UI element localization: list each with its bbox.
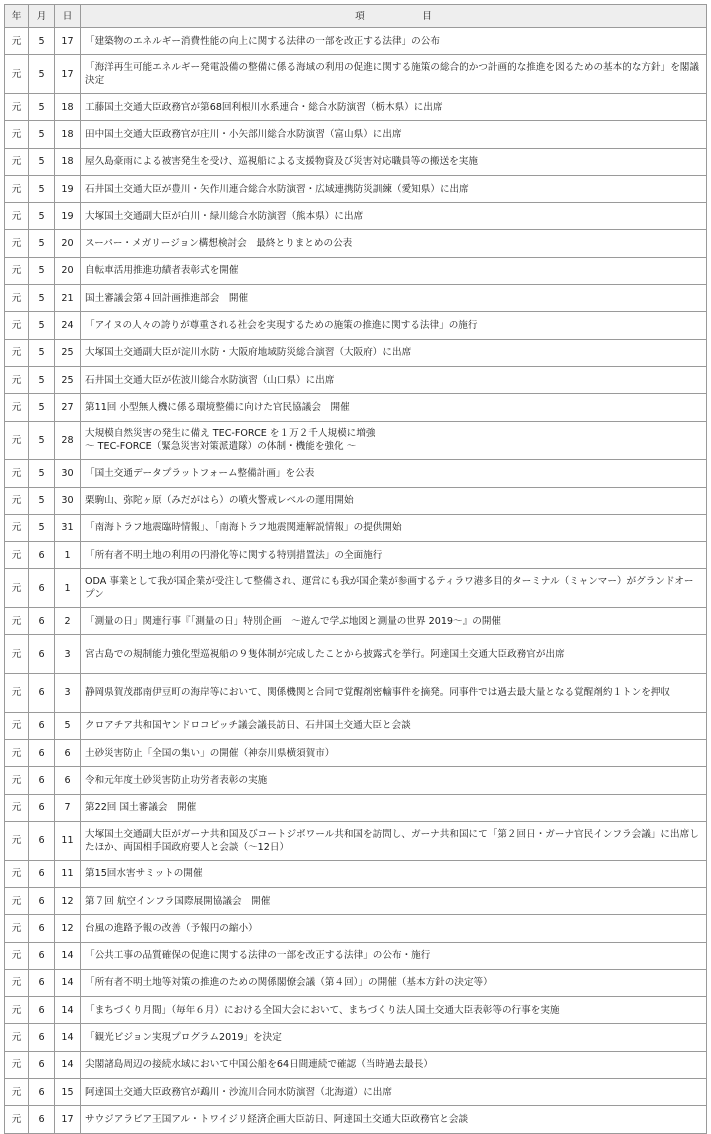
table-row xyxy=(5,203,707,230)
table-row xyxy=(5,915,707,942)
table-row xyxy=(5,487,707,514)
row-day: 31 xyxy=(55,514,81,541)
table-row xyxy=(5,1024,707,1051)
table-row xyxy=(5,1106,707,1133)
row-year: 元 xyxy=(5,121,29,148)
row-item-text: 栗駒山、弥陀ヶ原（みだがはら）の噴火警戒レベルの運用開始 xyxy=(81,487,707,514)
row-day: 14 xyxy=(55,1051,81,1078)
row-year: 元 xyxy=(5,794,29,821)
row-year: 元 xyxy=(5,821,29,860)
table-row xyxy=(5,312,707,339)
row-month: 6 xyxy=(29,1106,55,1133)
table-row xyxy=(5,794,707,821)
chronology-table xyxy=(4,4,707,1134)
row-item-text: 静岡県賀茂郡南伊豆町の海岸等において、関係機関と合同で覚醒剤密輸事件を摘発。同事件では過去最大量となる覚醒剤約１トンを押収 xyxy=(81,674,707,713)
row-month: 6 xyxy=(29,887,55,914)
row-day: 12 xyxy=(55,915,81,942)
row-day: 25 xyxy=(55,339,81,366)
row-item-text: 国土審議会第４回計画推進部会 開催 xyxy=(81,285,707,312)
row-item-text: 第11回 小型無人機に係る環境整備に向けた官民協議会 開催 xyxy=(81,394,707,421)
row-item-text: サウジアラビア王国アル・トワイジリ経済企画大臣訪日、阿達国土交通大臣政務官と会談 xyxy=(81,1106,707,1133)
table-row xyxy=(5,366,707,393)
row-month: 6 xyxy=(29,635,55,674)
table-row xyxy=(5,121,707,148)
row-day: 19 xyxy=(55,175,81,202)
header-year: 年 xyxy=(5,5,29,28)
row-day: 1 xyxy=(55,542,81,569)
row-day: 30 xyxy=(55,487,81,514)
table-row xyxy=(5,285,707,312)
row-year: 元 xyxy=(5,421,29,460)
row-month: 6 xyxy=(29,674,55,713)
row-year: 元 xyxy=(5,148,29,175)
row-item-text: 令和元年度土砂災害防止功労者表彰の実施 xyxy=(81,767,707,794)
table-body xyxy=(5,28,707,1134)
row-item-text: 「建築物のエネルギー消費性能の向上に関する法律の一部を改正する法律」の公布 xyxy=(81,28,707,55)
row-year: 元 xyxy=(5,767,29,794)
row-month: 6 xyxy=(29,942,55,969)
table-row xyxy=(5,257,707,284)
row-day: 2 xyxy=(55,608,81,635)
row-item-text: 「海洋再生可能エネルギー発電設備の整備に係る海域の利用の促進に関する施策の総合的かつ計画的な推進を図るための基本的な方針」を閣議決定 xyxy=(81,55,707,94)
row-item-text: 「所有者不明土地等対策の推進のための関係閣僚会議（第４回）」の開催（基本方針の決定等） xyxy=(81,969,707,996)
chronology-table-container xyxy=(4,4,707,1134)
row-day: 3 xyxy=(55,674,81,713)
row-item-text: スーパー・メガリージョン構想検討会 最終とりまとめの公表 xyxy=(81,230,707,257)
row-day: 5 xyxy=(55,712,81,739)
row-item-text: 「測量の日」関連行事『「測量の日」特別企画 ～遊んで学ぶ地図と測量の世界 2019～』の開催 xyxy=(81,608,707,635)
row-day: 6 xyxy=(55,740,81,767)
row-year: 元 xyxy=(5,93,29,120)
table-row xyxy=(5,674,707,713)
row-year: 元 xyxy=(5,366,29,393)
row-year: 元 xyxy=(5,608,29,635)
row-year: 元 xyxy=(5,1106,29,1133)
row-day: 15 xyxy=(55,1079,81,1106)
row-item-text: 尖閣諸島周辺の接続水域において中国公船を64日間連続で確認（当時過去最長） xyxy=(81,1051,707,1078)
table-row xyxy=(5,514,707,541)
row-month: 5 xyxy=(29,366,55,393)
row-year: 元 xyxy=(5,635,29,674)
table-row xyxy=(5,148,707,175)
row-item-text: 「アイヌの人々の誇りが尊重される社会を実現するための施策の推進に関する法律」の施行 xyxy=(81,312,707,339)
row-item-text: 宮古島での規制能力強化型巡視船の９隻体制が完成したことから披露式を挙行。阿達国土交通大臣政務官が出席 xyxy=(81,635,707,674)
row-day: 21 xyxy=(55,285,81,312)
row-year: 元 xyxy=(5,230,29,257)
row-month: 5 xyxy=(29,230,55,257)
row-month: 5 xyxy=(29,93,55,120)
table-row xyxy=(5,55,707,94)
row-item-text: 第15回水害サミットの開催 xyxy=(81,860,707,887)
row-day: 19 xyxy=(55,203,81,230)
row-day: 3 xyxy=(55,635,81,674)
table-row xyxy=(5,339,707,366)
row-month: 5 xyxy=(29,285,55,312)
row-item-text: 第22回 国土審議会 開催 xyxy=(81,794,707,821)
table-row xyxy=(5,887,707,914)
row-item-text: 田中国土交通大臣政務官が庄川・小矢部川総合水防演習（富山県）に出席 xyxy=(81,121,707,148)
row-item-text: 「観光ビジョン実現プログラム2019」を決定 xyxy=(81,1024,707,1051)
table-row xyxy=(5,942,707,969)
row-year: 元 xyxy=(5,997,29,1024)
row-item-text: ODA 事業として我が国企業が受注して整備され、運営にも我が国企業が参画するティラワ港多目的ターミナル（ミャンマー）がグランドオープン xyxy=(81,569,707,608)
table-header-row xyxy=(5,5,707,28)
row-item-text: 屋久島豪雨による被害発生を受け、巡視船による支援物資及び災害対応職員等の搬送を実施 xyxy=(81,148,707,175)
row-month: 6 xyxy=(29,767,55,794)
row-year: 元 xyxy=(5,887,29,914)
row-month: 5 xyxy=(29,339,55,366)
table-row xyxy=(5,569,707,608)
row-item-text: 石井国土交通大臣が豊川・矢作川連合総合水防演習・広域連携防災訓練（愛知県）に出席 xyxy=(81,175,707,202)
row-month: 5 xyxy=(29,55,55,94)
row-year: 元 xyxy=(5,339,29,366)
row-month: 5 xyxy=(29,394,55,421)
row-month: 6 xyxy=(29,915,55,942)
row-item-text: 大塚国土交通副大臣が淀川水防・大阪府地域防災総合演習（大阪府）に出席 xyxy=(81,339,707,366)
row-day: 12 xyxy=(55,887,81,914)
row-day: 20 xyxy=(55,257,81,284)
row-year: 元 xyxy=(5,542,29,569)
row-year: 元 xyxy=(5,28,29,55)
row-month: 5 xyxy=(29,257,55,284)
header-day: 日 xyxy=(55,5,81,28)
table-row xyxy=(5,230,707,257)
row-day: 14 xyxy=(55,997,81,1024)
table-row xyxy=(5,635,707,674)
row-year: 元 xyxy=(5,285,29,312)
table-row xyxy=(5,93,707,120)
row-month: 5 xyxy=(29,175,55,202)
row-day: 27 xyxy=(55,394,81,421)
row-year: 元 xyxy=(5,740,29,767)
table-row xyxy=(5,997,707,1024)
row-day: 11 xyxy=(55,860,81,887)
table-row xyxy=(5,740,707,767)
table-row xyxy=(5,860,707,887)
row-item-text: 大塚国土交通副大臣がガーナ共和国及びコートジボワール共和国を訪問し、ガーナ共和国にて「第２回日・ガーナ官民インフラ会議」に出席したほか、両国相手国政府要人と会談（～12日） xyxy=(81,821,707,860)
row-day: 20 xyxy=(55,230,81,257)
row-month: 6 xyxy=(29,740,55,767)
row-month: 6 xyxy=(29,860,55,887)
row-day: 17 xyxy=(55,55,81,94)
row-day: 17 xyxy=(55,28,81,55)
row-month: 6 xyxy=(29,1024,55,1051)
row-month: 6 xyxy=(29,1079,55,1106)
row-month: 6 xyxy=(29,1051,55,1078)
row-item-text: 台風の進路予報の改善（予報円の縮小） xyxy=(81,915,707,942)
table-row xyxy=(5,1051,707,1078)
row-day: 24 xyxy=(55,312,81,339)
table-row xyxy=(5,712,707,739)
row-day: 25 xyxy=(55,366,81,393)
row-year: 元 xyxy=(5,460,29,487)
row-year: 元 xyxy=(5,915,29,942)
row-year: 元 xyxy=(5,203,29,230)
row-month: 5 xyxy=(29,487,55,514)
row-month: 5 xyxy=(29,312,55,339)
row-day: 11 xyxy=(55,821,81,860)
row-month: 5 xyxy=(29,121,55,148)
row-item-text: 工藤国土交通大臣政務官が第68回利根川水系連合・総合水防演習（栃木県）に出席 xyxy=(81,93,707,120)
row-year: 元 xyxy=(5,394,29,421)
table-row xyxy=(5,1079,707,1106)
row-month: 5 xyxy=(29,203,55,230)
row-item-text: 「公共工事の品質確保の促進に関する法律の一部を改正する法律」の公布・施行 xyxy=(81,942,707,969)
row-day: 28 xyxy=(55,421,81,460)
table-row xyxy=(5,175,707,202)
row-year: 元 xyxy=(5,487,29,514)
row-item-text: 「南海トラフ地震臨時情報」、「南海トラフ地震関連解説情報」の提供開始 xyxy=(81,514,707,541)
row-year: 元 xyxy=(5,312,29,339)
row-item-text: 大規模自然災害の発生に備え TEC-FORCE を１万２千人規模に増強 ～ TEC-FORCE（緊急災害対策派遣隊）の体制・機能を強化 ～ xyxy=(81,421,707,460)
row-year: 元 xyxy=(5,1051,29,1078)
row-day: 30 xyxy=(55,460,81,487)
header-item: 項 目 xyxy=(81,5,707,28)
header-month: 月 xyxy=(29,5,55,28)
row-item-text: クロアチア共和国ヤンドロコビッチ議会議長訪日、石井国土交通大臣と会談 xyxy=(81,712,707,739)
row-item-text: 第７回 航空インフラ国際展開協議会 開催 xyxy=(81,887,707,914)
row-item-text: 自転車活用推進功績者表彰式を開催 xyxy=(81,257,707,284)
row-month: 5 xyxy=(29,148,55,175)
table-row xyxy=(5,969,707,996)
row-day: 17 xyxy=(55,1106,81,1133)
table-row xyxy=(5,394,707,421)
row-year: 元 xyxy=(5,860,29,887)
row-item-text: 阿達国土交通大臣政務官が鵡川・沙流川合同水防演習（北海道）に出席 xyxy=(81,1079,707,1106)
table-row xyxy=(5,421,707,460)
row-year: 元 xyxy=(5,712,29,739)
row-month: 6 xyxy=(29,542,55,569)
row-year: 元 xyxy=(5,674,29,713)
row-day: 1 xyxy=(55,569,81,608)
row-day: 14 xyxy=(55,1024,81,1051)
row-year: 元 xyxy=(5,1024,29,1051)
table-row xyxy=(5,28,707,55)
table-row xyxy=(5,542,707,569)
row-day: 18 xyxy=(55,148,81,175)
row-day: 14 xyxy=(55,969,81,996)
row-year: 元 xyxy=(5,969,29,996)
row-item-text: 「まちづくり月間」（毎年６月）における全国大会において、まちづくり法人国土交通大臣表彰等の行事を実施 xyxy=(81,997,707,1024)
row-day: 18 xyxy=(55,93,81,120)
row-month: 6 xyxy=(29,712,55,739)
table-row xyxy=(5,767,707,794)
row-month: 6 xyxy=(29,794,55,821)
table-row xyxy=(5,460,707,487)
row-item-text: 「国土交通データプラットフォーム整備計画」を公表 xyxy=(81,460,707,487)
row-year: 元 xyxy=(5,257,29,284)
row-month: 6 xyxy=(29,821,55,860)
row-item-text: 大塚国土交通副大臣が白川・緑川総合水防演習（熊本県）に出席 xyxy=(81,203,707,230)
row-day: 18 xyxy=(55,121,81,148)
row-year: 元 xyxy=(5,1079,29,1106)
table-row xyxy=(5,608,707,635)
row-month: 6 xyxy=(29,569,55,608)
row-year: 元 xyxy=(5,569,29,608)
row-item-text: 石井国土交通大臣が佐波川総合水防演習（山口県）に出席 xyxy=(81,366,707,393)
row-year: 元 xyxy=(5,942,29,969)
row-year: 元 xyxy=(5,175,29,202)
row-item-text: 土砂災害防止「全国の集い」の開催（神奈川県横須賀市） xyxy=(81,740,707,767)
row-item-text: 「所有者不明土地の利用の円滑化等に関する特別措置法」の全面施行 xyxy=(81,542,707,569)
row-month: 6 xyxy=(29,608,55,635)
row-month: 5 xyxy=(29,421,55,460)
row-month: 5 xyxy=(29,28,55,55)
row-day: 6 xyxy=(55,767,81,794)
row-year: 元 xyxy=(5,55,29,94)
row-year: 元 xyxy=(5,514,29,541)
row-month: 5 xyxy=(29,460,55,487)
row-month: 6 xyxy=(29,969,55,996)
table-row xyxy=(5,821,707,860)
row-month: 5 xyxy=(29,514,55,541)
row-day: 14 xyxy=(55,942,81,969)
row-day: 7 xyxy=(55,794,81,821)
row-month: 6 xyxy=(29,997,55,1024)
